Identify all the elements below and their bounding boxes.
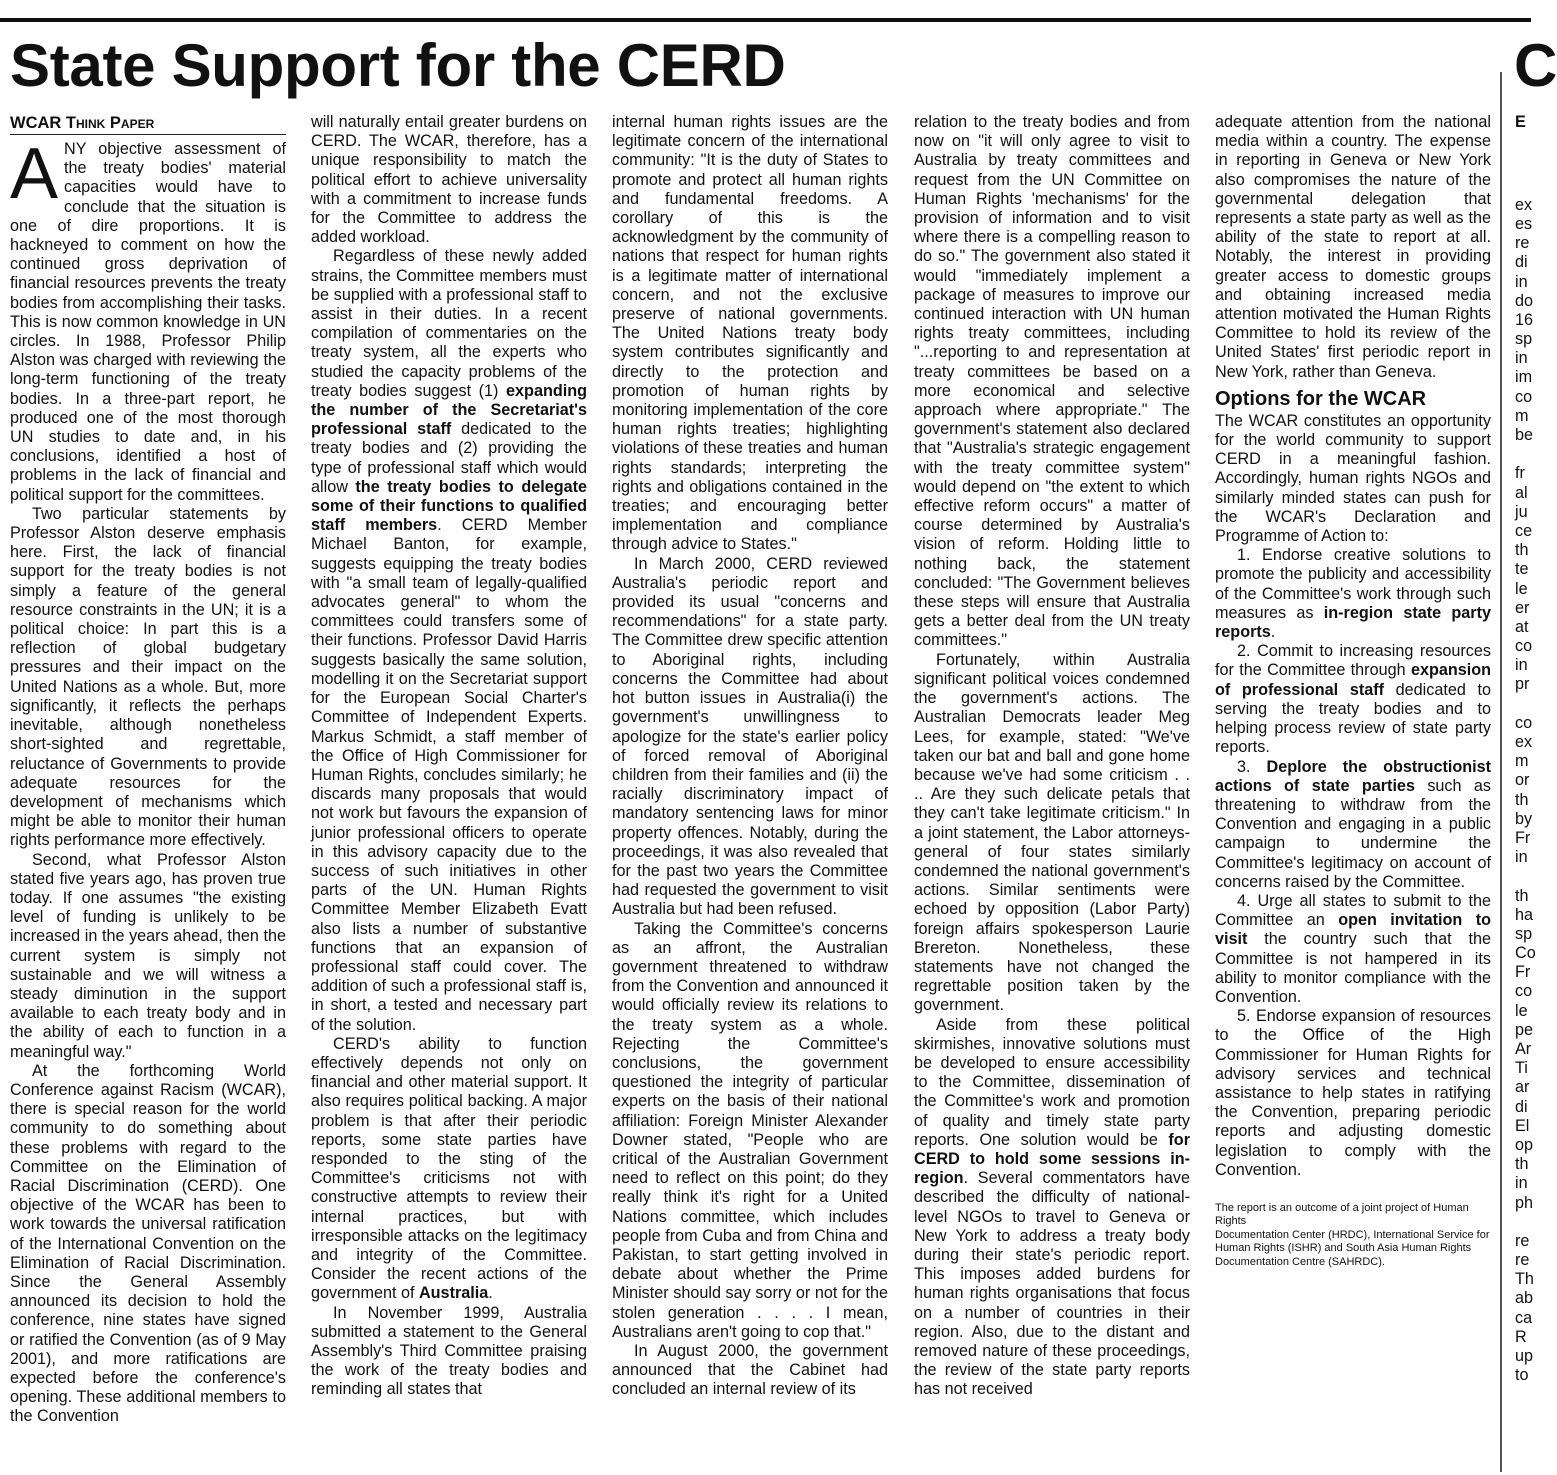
fragment-line: th (1515, 790, 1529, 809)
paragraph: will naturally entail greater burdens on CERD. The WCAR, therefore, has a unique responsibility to match the political effort to achieve universality with a commitment to increase funds for the Committee to address the added workload. (311, 113, 587, 247)
paragraph: The WCAR constitutes an opportunity for the world community to support CERD in a meaningful fashion. Accordingly, human rights NGOs and similarly minded states can push for the WCAR's Declaration and Programme of Action to: (1215, 411, 1491, 546)
paragraph: In November 1999, Australia submitted a statement to the General Assembly's Third Committee praising the work of the treaty bodies and reminding all states that (311, 1303, 587, 1399)
article-headline: State Support for the CERD (10, 32, 786, 99)
article-column-1 (10, 113, 286, 1463)
fragment-line: th (1515, 541, 1529, 560)
paragraph: Second, what Professor Alston stated five years ago, has proven true today. If one assumes "the existing level of funding is unlikely to be increased in the years ahead, then the current system is simply not sustainable and we will witness a steady diminution in the support available to each treaty body and in the ability of each to function in a meaningful way." (10, 850, 286, 1061)
paragraph: At the forthcoming World Conference against Racism (WCAR), there is special reason for the world community to do something about these problems with regard to the Committee on the Elimination of Racial Discrimination (CERD). One objective of the WCAR has been to work towards the universal ratification of the International Convention on the Elimination of Racial Discrimination. Since the General Assembly announced its decision to hold the conference, nine states have signed or ratified the Convention (as of 9 May 2001), and more ratifications are expected before the conference's opening. These additional members to the Convention (10, 1061, 286, 1426)
fragment-line: R (1515, 1327, 1527, 1346)
paragraph: ANY objective assessment of the treaty bodies' material capacities would have to conclude that the situation is one of dire proportions. It is hackneyed to comment on how the continued gross deprivation of financial resources prevents the treaty bodies from accomplishing their tasks. This is now common knowledge in UN circles. In 1988, Professor Philip Alston was charged with reviewing the long-term functioning of the treaty bodies. In a three-part report, he produced one of the most thorough UN studies to date and, in his conclusions, identified a host of problems in the lack of financial and political support for the committees. (10, 134, 286, 504)
fragment-line: Th (1515, 1270, 1534, 1289)
emphasis: for CERD to hold some sessions in-region (914, 1130, 1190, 1188)
fragment-line: im (1515, 368, 1533, 387)
fragment-line: di (1515, 253, 1528, 272)
paragraph: Two particular statements by Professor Alston deserve emphasis here. First, the lack of financial support for the treaty bodies is not simply a feature of the general resource constraints in the UN; it is a political choice: In part this is a reflection of global budgetary pressures and their impact on the United Nations as a whole. But, more significantly, it reflects the perhaps inevitable, although nonetheless short-sighted and regrettable, reluctance of Governments to provide adequate resources for the development of mechanisms which might be able to monitor their human rights performance more effectively. (10, 504, 286, 850)
fragment-line: ex (1515, 733, 1533, 751)
fragment-line: in (1515, 656, 1528, 675)
fragment-line: al (1515, 483, 1528, 502)
fragment-line: E (1515, 113, 1526, 131)
fragment-line: ca (1515, 1308, 1533, 1327)
fragment-line: ab (1515, 1289, 1534, 1308)
fragment-line: Ti (1515, 1059, 1528, 1078)
fragment-line: be (1515, 426, 1534, 444)
fragment-line: ar (1515, 1078, 1530, 1097)
fragment-line: Fr (1515, 828, 1531, 847)
paragraph: Regardless of these newly added strains, the Committee members must be supplied with a professional staff to assist in their duties. In a recent compilation of commentaries on the treaty system, all the experts who studied the capacity problems of the treaty bodies suggest (1) expanding the number of the Secretariat's professional staff dedicated to the treaty bodies and (2) providing the type of professional staff which would allow the treaty bodies to delegate some of their functions to qualified staff members. CERD Member Michael Banton, for example, suggests equipping the treaty bodies with "a small team of legally-qualified advocates general" to whom the committees could transfers some of their functions. Professor David Harris suggests basically the same solution, modelling it on the Secretariat support for the European Social Charter's Committee of Independent Experts. Markus Schmidt, a staff member of the Office of High Commissioner for Human Rights, concludes similarly; he discards many proposals that would not work but favours the expansion of junior professional officers to operate in this advisory capacity due to the success of such initiatives in other parts of the UN. Human Rights Committee Member Elizabeth Evatt also lists a number of substantive functions that an expansion of professional staff could cover. The addition of such a professional staff is, in short, a tested and necessary part of the solution. (311, 247, 588, 1034)
fragment-line: le (1515, 579, 1528, 598)
fragment-line: in (1515, 848, 1528, 867)
fragment-line: in (1515, 272, 1528, 291)
fragment-line: or (1515, 771, 1530, 790)
fragment-line: to (1515, 1366, 1529, 1385)
fragment-line: pr (1515, 675, 1530, 694)
paragraph: Taking the Committee's concerns as an affront, the Australian government threatened to withdraw from the Convention and announced it would officially review its relations to the treaty system as a whole. Rejecting the Committee's conclusions, the government questioned the integrity of particular experts on the basis of their national affiliation: Foreign Minister Alexander Downer stated, "People who are critical of the Australian Government need to reflect on this point; do they really think it's right for a United Nations committee, which includes people from Cuba and from China and Pakistan, to start getting involved in debate about whether the Prime Minister should say sorry or not for the stolen generation . . . . I mean, Australians aren't going to cop that." (612, 919, 888, 1341)
next-article-column-fragment (1515, 113, 1536, 1463)
fragment-line: co (1515, 713, 1533, 732)
fragment-line: ju (1515, 502, 1528, 521)
kicker: WCAR Think Paper (10, 113, 286, 135)
fragment-line: El (1515, 1116, 1530, 1135)
paragraph: internal human rights issues are the legitimate concern of the international community: "It is the duty of States to promote and protect all human rights and fundamental freedoms. A corollary of this is the acknowledgment by the community of nations that respect for human rights is a legitimate matter of international concern, and not the exclusive preserve of national governments. The United Nations treaty body system contributes significantly and directly to the protection and promotion of human rights by monitoring implementation of the core human rights treaties; highlighting violations of these treaties and human rights standards; interpreting the rights and obligations contained in the treaties; and encouraging better implementation and compliance through advice to States." (612, 113, 888, 554)
fragment-line: m (1515, 752, 1529, 771)
fragment-line: up (1515, 1347, 1534, 1365)
fragment-line (1515, 695, 1531, 714)
fragment-line: re (1515, 1251, 1530, 1270)
fragment-line: re (1515, 1231, 1530, 1250)
article-column-4 (914, 113, 1190, 1463)
fragment-line: co (1515, 637, 1533, 656)
fragment-line: Ar (1515, 1040, 1532, 1058)
paragraph: adequate attention from the national media within a country. The expense in reporting in Geneva or New York also compromises the nature of the governmental delegation that represents a state party as well as the ability of the state to report at all. Notably, the interest in providing greater access to domestic groups and obtaining increased media attention motivated the Human Rights Committee to hold its review of the United States' first periodic report in New York, rather than Geneva. (1215, 113, 1491, 381)
drop-cap: A (10, 134, 59, 214)
paragraph: Aside from these political skirmishes, innovative solutions must be developed to ensure accessibility to the Committee, dissemination of the Committee's work and promotion of quality and timely state party reports. One solution would be for CERD to hold some sessions in-region. Several commentators have described the difficulty of national-level NGOs to travel to Geneva or New York to address a treaty body during their state's periodic report. This imposes added burdens for human rights organisations that focus on a number of countries in their region. Also, due to the distant and removed nature of these proceedings, the review of the state party reports has not received (914, 1015, 1190, 1399)
fragment-line: le (1515, 1001, 1528, 1020)
fragment-line (1515, 177, 1531, 196)
fragment-line: th (1515, 886, 1529, 905)
fragment-line: pe (1515, 1020, 1534, 1039)
emphasis: Australia (418, 1284, 489, 1303)
fragment-line: ha (1515, 905, 1534, 924)
report-credit: The report is an outcome of a joint project of Human Rights Documentation Center (HRDC), International Service for Human Rights (ISHR) and South Asia Human Rights Documentation Centre (SAHRDC). (1215, 1201, 1490, 1268)
fragment-line: 16 (1515, 310, 1534, 329)
fragment-line: er (1515, 598, 1530, 617)
emphasis: in-region state party reports (1215, 603, 1491, 642)
fragment-line: te (1515, 560, 1529, 579)
paragraph: In March 2000, CERD reviewed Australia's periodic report and provided its usual "concerns and recommendations" for a state party. The Committee drew specific attention to Aboriginal rights, including concerns the Committee had about hot button issues in Australia(i) the government's unwillingness to apologize for the state's earlier policy of forced removal of Aboriginal children from their families and (ii) the racially discriminatory impact of mandatory sentencing laws for minor property offences. Notably, during the proceedings, it was also revealed that for the past two years the Committee had requested the government to visit Australia but had been refused. (612, 554, 888, 919)
fragment-line: m (1515, 406, 1529, 425)
fragment-line: ce (1515, 521, 1533, 540)
fragment-line: ph (1515, 1193, 1534, 1212)
fragment-line: di (1515, 1097, 1528, 1116)
fragment-line (1515, 157, 1531, 176)
list-item: 4. Urge all states to submit to the Committee an open invitation to visit the country such that the Committee is not hampered in its ability to monitor compliance with the Convention. (1215, 891, 1491, 1006)
fragment-line: ex (1515, 195, 1533, 214)
fragment-line: Co (1515, 944, 1536, 963)
list-item: 5. Endorse expansion of resources to the Office of the High Commissioner for Human Rights for advisory services and technical assistance to help states in ratifying the Convention, preparing periodic reports and adjusting domestic legislation to comply with the Convention. (1215, 1007, 1491, 1179)
fragment-line: th (1515, 1155, 1529, 1174)
fragment-line (1515, 867, 1531, 886)
emphasis: Deplore the obstructionist actions of state parties (1215, 757, 1491, 795)
fragment-line: co (1515, 982, 1533, 1001)
fragment-line: co (1515, 387, 1533, 406)
article-column-2 (311, 113, 587, 1463)
emphasis: expanding the number of the Secretariat's professional staff (311, 381, 587, 439)
fragment-line: do (1515, 291, 1534, 310)
fragment-line: sp (1515, 924, 1533, 943)
fragment-line: es (1515, 214, 1533, 233)
fragment-line: by (1515, 809, 1533, 828)
fragment-line: sp (1515, 330, 1533, 349)
paragraph: CERD's ability to function effectively depends not only on financial and other material support. It also requires political backing. A major problem is that after their periodic reports, some state parties have responded to the sting of the Committee's criticisms not with constructive attempts to review their internal practices, but with irresponsible attacks on the legitimacy and integrity of the Committee. Consider the recent actions of the government of Australia. (311, 1034, 587, 1303)
column-rule (1500, 72, 1502, 1472)
top-rule (0, 18, 1531, 22)
list-item: 3. Deplore the obstructionist actions of state parties such as threatening to withdraw from the Convention and engaging in a public campaign to undermine the Committee's legitimacy on account of concerns raised by the Committee. (1215, 757, 1491, 891)
fragment-line: fr (1515, 464, 1525, 483)
fragment-line: in (1515, 349, 1528, 368)
emphasis: the treaty bodies to delegate some of their functions to qualified staff members (311, 477, 588, 535)
article-column-3 (612, 113, 888, 1463)
list-item: 1. Endorse creative solutions to promote the publicity and accessibility of the Committee's work through such measures as in-region state party reports. (1215, 546, 1491, 642)
article-column-5 (1215, 113, 1491, 1463)
emphasis: open invitation to visit (1215, 911, 1491, 949)
section-heading: Options for the WCAR (1215, 387, 1427, 410)
fragment-line: at (1515, 617, 1529, 636)
emphasis: expansion of professional staff (1215, 661, 1491, 699)
paragraph: relation to the treaty bodies and from now on "it will only agree to visit to Australia by treaty committees and request from the UN Committee on Human Rights 'mechanisms' for the provision of information and to visit where there is a compelling reason to do so." The government also stated it would "immediately implement a package of measures to improve our continued interaction with UN human rights treaty committees, including "...reporting to and representation at treaty committees be based on a more economical and selective approach where appropriate." The government's statement also declared that "Australia's strategic engagement with the treaty committee system" would depend on "the extent to which effective reform occurs" a matter of course determined by Australia's vision of reform. Holding little to nothing back, the statement concluded: "The Government believes these steps will ensure that Australia gets a better deal from the UN treaty committees." (914, 113, 1190, 650)
fragment-line (1515, 138, 1531, 157)
fragment-line: in (1515, 1174, 1528, 1193)
fragment-line: Fr (1515, 963, 1531, 982)
fragment-line (1515, 445, 1531, 464)
list-item: 2. Commit to increasing resources for the Committee through expansion of professional staff dedicated to serving the treaty bodies and to helping process review of state party reports. (1215, 642, 1491, 757)
next-article-headline-fragment: C (1514, 32, 1557, 99)
paragraph: Fortunately, within Australia significant political voices condemned the government's actions. The Australian Democrats leader Meg Lees, for example, stated: "We've taken our bat and ball and gone home because we've had some criticism . . .. Are they such delicate petals that they can't take legitimate criticism." In a joint statement, the Labor attorneys-general of four states similarly condemned the national government's actions. Similar sentiments were echoed by opposition (Labor Party) foreign affairs spokesperson Laurie Brereton. Nonetheless, these statements have not changed the regrettable position taken by the government. (914, 650, 1190, 1015)
fragment-line (1515, 1213, 1531, 1232)
paragraph: In August 2000, the government announced that the Cabinet had concluded an internal review of its (612, 1342, 888, 1399)
fragment-line: op (1515, 1135, 1534, 1154)
fragment-line: re (1515, 234, 1530, 253)
